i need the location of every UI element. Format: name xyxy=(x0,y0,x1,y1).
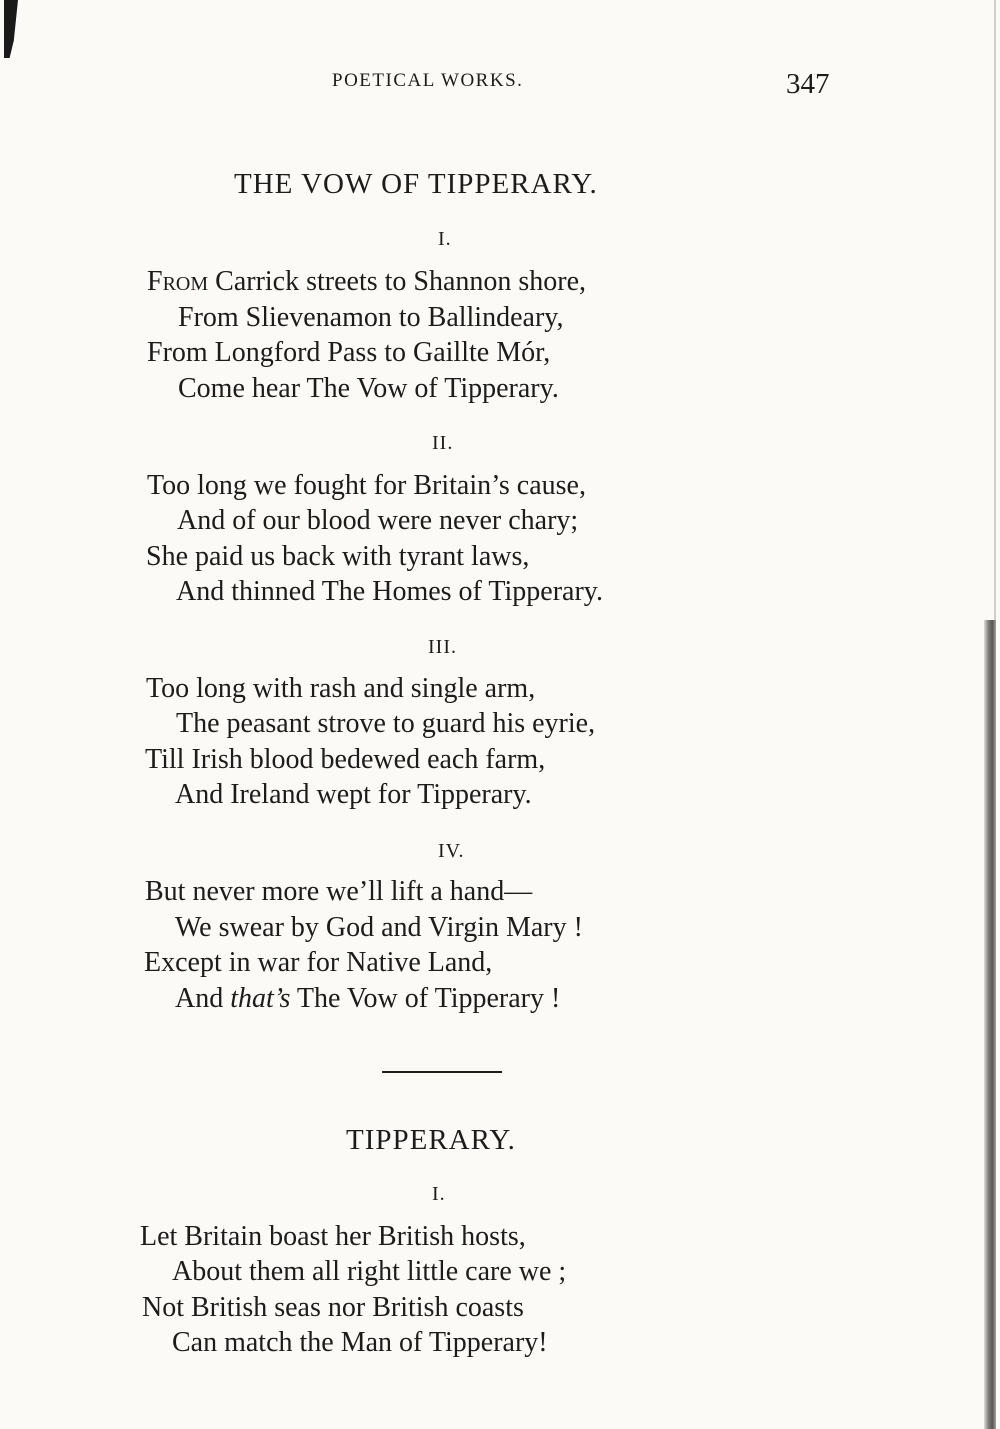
verse-line: And thinned The Homes of Tipperary. xyxy=(176,576,603,607)
poem-title: THE VOW OF TIPPERARY. xyxy=(234,168,598,200)
verse-line: From Longford Pass to Gaillte Mór, xyxy=(147,337,551,368)
stanza-number: IV. xyxy=(438,840,465,862)
verse-line: The peasant strove to guard his eyrie, xyxy=(176,708,596,739)
stanza-number: I. xyxy=(438,228,452,250)
verse-line: And that’s The Vow of Tipperary ! xyxy=(175,983,561,1014)
stanza-number: III. xyxy=(428,636,457,658)
verse-line: Too long with rash and single arm, xyxy=(146,673,536,704)
poem-title: TIPPERARY. xyxy=(346,1124,516,1156)
scan-binding-shadow xyxy=(984,620,996,1429)
verse-line: And of our blood were never chary; xyxy=(177,505,579,536)
verse-line: Can match the Man of Tipperary! xyxy=(172,1327,548,1358)
stanza-number: I. xyxy=(432,1183,446,1205)
verse-line: But never more we’ll lift a hand— xyxy=(145,876,533,907)
section-divider xyxy=(382,1071,502,1073)
verse-line: She paid us back with tyrant laws, xyxy=(146,541,530,572)
verse-line: Too long we fought for Britain’s cause, xyxy=(147,470,586,501)
verse-line: And Ireland wept for Tipperary. xyxy=(175,779,532,810)
drop-word: From xyxy=(147,266,209,297)
verse-line: Till Irish blood bedewed each farm, xyxy=(145,744,546,775)
page-number: 347 xyxy=(786,68,830,100)
verse-line: From Slievenamon to Ballindeary, xyxy=(178,302,564,333)
italic-emphasis: that’s xyxy=(230,983,291,1014)
running-header: POETICAL WORKS. xyxy=(332,70,524,91)
stanza-number: II. xyxy=(432,432,454,454)
verse-line: Except in war for Native Land, xyxy=(144,947,493,978)
verse-line: We swear by God and Virgin Mary ! xyxy=(175,912,583,943)
verse-line: From Carrick streets to Shannon shore, xyxy=(147,266,587,297)
verse-line: Come hear The Vow of Tipperary. xyxy=(178,373,559,404)
verse-line: Not British seas nor British coasts xyxy=(142,1292,524,1323)
verse-line: About them all right little care we ; xyxy=(172,1256,567,1287)
verse-line: Let Britain boast her British hosts, xyxy=(140,1221,526,1252)
scan-edge-mark xyxy=(4,0,18,58)
